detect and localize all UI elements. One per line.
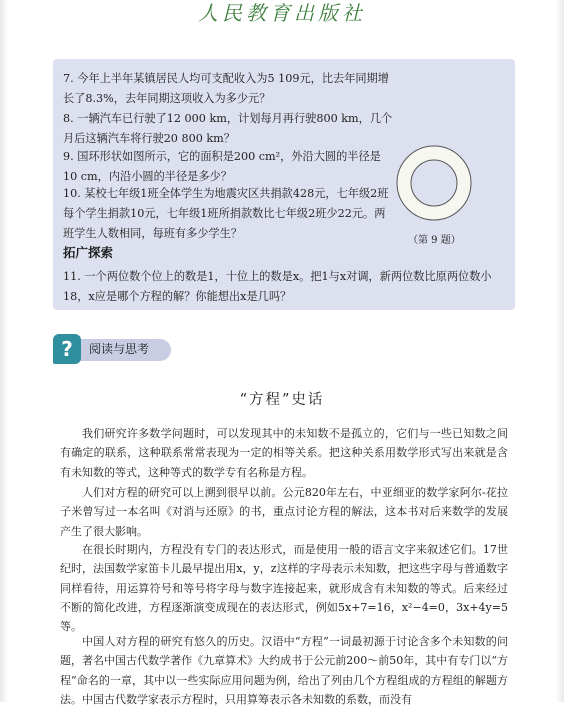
inner-circle (411, 160, 457, 206)
exercise-10 (63, 184, 393, 244)
exercise-9 (63, 147, 393, 187)
exercise-number: 10. (63, 187, 81, 200)
exercise-11 (63, 267, 503, 307)
exercise-number: 9. (63, 150, 74, 163)
paragraph: 我们研究许多数学问题时，可以发现其中的未知数不是孤立的，它们与一些已知数之间有确定的联系，这种联系常常表现为一定的相等关系。把这种关系用数学形式写出来就是含有未知数的等式，这种等式的数学专有名称是方程。 (60, 427, 508, 479)
exercise-text: 今年上半年某镇居民人均可支配收入为5 109元，比去年同期增长了8.3%，去年同期这项收入为多少元？ (63, 72, 389, 105)
exercise-number: 7. (63, 72, 74, 85)
page-gutter-right (556, 0, 564, 702)
ring-figure (392, 136, 477, 231)
exercise-text: 一个两位数个位上的数是1，十位上的数是x。把1与x对调，新两位数比原两位数小18，x应是哪个方程的解？你能想出x是几吗？ (63, 270, 492, 303)
reading-banner (53, 334, 173, 364)
paragraph: 在很长时期内，方程没有专门的表达形式，而是使用一般的语言文字来叙述它们。17世纪时，法国数学家笛卡儿最早提出用x，y，z这样的字母表示未知数，把这些字母与普通数字同样看待，用运算符号和等号将字母与数字连接起来，就形成含有未知数的等式。后来经过不断的简化改进，方程逐渐演变成现在的表达形式，例如5x+7=16，x²−4=0，3x+4y=5等。 (60, 543, 508, 634)
paragraph: 人们对方程的研究可以上溯到很早以前。公元820年左右，中亚细亚的数学家阿尔-花拉子米曾写过一本名叫《对消与还原》的书，重点讨论方程的解法，这本书对后来数学的发展产生了很大影响。 (60, 486, 508, 538)
figure-caption: （第 9 题） (408, 235, 461, 246)
exercise-number: 8. (63, 112, 74, 125)
page-gutter-left (0, 0, 8, 702)
exercise-number: 11. (63, 270, 81, 283)
annulus-diagram (392, 136, 477, 231)
exercise-8 (63, 109, 393, 149)
exercise-box (53, 59, 515, 310)
exercise-7 (63, 69, 393, 109)
exercise-text: 某校七年级1班全体学生为地震灾区共捐款428元，七年级2班每个学生捐款10元，七年级1班所捐款数比七年级2班少22元。两班学生人数相同，每班有多少学生？ (63, 187, 389, 240)
section-heading: 拓广探索 (63, 245, 114, 260)
banner-label: 阅读与思考 (89, 342, 150, 356)
paragraph: 中国人对方程的研究有悠久的历史。汉语中“方程”一词最初源于讨论含多个未知数的问题，著名中国古代数学著作《九章算术》大约成书于公元前200～前50年，其中有专门以“方程”命名的一章，其中以一些实际应用问题为例，给出了列由几个方程组成的方程组的解题方法。中国古代数学家表示方程时，只用算筹表示各未知数的系数，而没有 (60, 635, 508, 706)
publisher-header: 人民教育出版社 (198, 1, 366, 25)
article-title: “方程”史话 (239, 392, 325, 408)
exercise-text: 国环形状如图所示，它的面积是200 cm²，外沿大圆的半径是10 cm，内沿小圆的半径是多少？ (63, 150, 381, 183)
exercise-text: 一辆汽车已行驶了12 000 km，计划每月再行驶800 km，几个月后这辆汽车将行驶20 800 km？ (63, 112, 393, 145)
question-mark-icon: ? (53, 334, 81, 364)
